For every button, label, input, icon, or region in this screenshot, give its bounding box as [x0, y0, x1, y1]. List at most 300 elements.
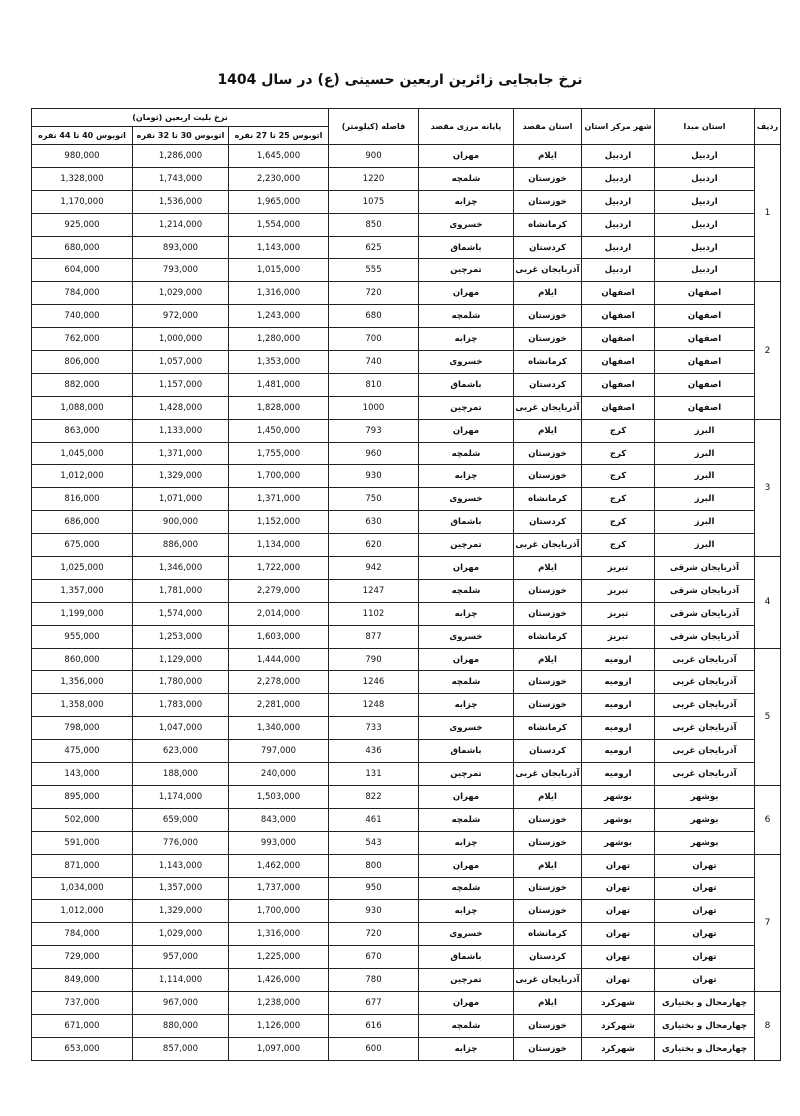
center-cell: ارومیه [582, 671, 655, 694]
table-row [32, 763, 781, 786]
fare-40-cell: 925,000 [32, 213, 133, 236]
fare-30-cell: 1,157,000 [133, 373, 229, 396]
fare-40-cell: 1,025,000 [32, 557, 133, 580]
center-cell: تهران [582, 969, 655, 992]
distance-cell: 1247 [329, 579, 419, 602]
border-cell: شلمچه [419, 305, 514, 328]
origin-cell: چهارمحال و بختیاری [655, 1037, 755, 1060]
table-row [32, 854, 781, 877]
fare-40-cell: 680,000 [32, 236, 133, 259]
fare-25-cell: 1,134,000 [229, 534, 329, 557]
header-bus25: اتوبوس 25 تا 27 نفره [229, 127, 329, 145]
origin-cell: تهران [655, 854, 755, 877]
distance-cell: 461 [329, 808, 419, 831]
table-row [32, 671, 781, 694]
fare-30-cell: 1,143,000 [133, 854, 229, 877]
fare-30-cell: 1,047,000 [133, 717, 229, 740]
border-cell: تمرچین [419, 259, 514, 282]
border-cell: چزابه [419, 602, 514, 625]
fare-25-cell: 1,280,000 [229, 328, 329, 351]
radif-cell: 1 [755, 145, 781, 282]
distance-cell: 740 [329, 351, 419, 374]
center-cell: ارومیه [582, 763, 655, 786]
radif-cell: 5 [755, 648, 781, 785]
fare-40-cell: 1,045,000 [32, 442, 133, 465]
fare-30-cell: 1,029,000 [133, 923, 229, 946]
distance-cell: 793 [329, 419, 419, 442]
origin-cell: آذربایجان شرقی [655, 602, 755, 625]
radif-cell: 7 [755, 854, 781, 991]
distance-cell: 630 [329, 511, 419, 534]
fare-30-cell: 1,780,000 [133, 671, 229, 694]
fare-40-cell: 895,000 [32, 785, 133, 808]
fare-table-body [32, 145, 781, 1061]
origin-cell: اصفهان [655, 351, 755, 374]
distance-cell: 942 [329, 557, 419, 580]
center-cell: کرج [582, 511, 655, 534]
table-row [32, 213, 781, 236]
border-cell: شلمچه [419, 167, 514, 190]
fare-30-cell: 793,000 [133, 259, 229, 282]
dest-cell: ایلام [514, 648, 582, 671]
border-cell: چزابه [419, 465, 514, 488]
fare-40-cell: 860,000 [32, 648, 133, 671]
distance-cell: 960 [329, 442, 419, 465]
dest-cell: خوزستان [514, 190, 582, 213]
table-row [32, 625, 781, 648]
center-cell: بوشهر [582, 808, 655, 831]
table-row [32, 969, 781, 992]
fare-40-cell: 1,012,000 [32, 900, 133, 923]
distance-cell: 720 [329, 282, 419, 305]
header-bus40: اتوبوس 40 تا 44 نفره [32, 127, 133, 145]
dest-cell: ایلام [514, 282, 582, 305]
fare-30-cell: 1,783,000 [133, 694, 229, 717]
origin-cell: آذربایجان غربی [655, 694, 755, 717]
border-cell: چزابه [419, 1037, 514, 1060]
table-row [32, 1037, 781, 1060]
fare-25-cell: 1,462,000 [229, 854, 329, 877]
fare-25-cell: 1,126,000 [229, 1014, 329, 1037]
center-cell: کرج [582, 488, 655, 511]
fare-30-cell: 967,000 [133, 991, 229, 1014]
center-cell: شهرکرد [582, 991, 655, 1014]
border-cell: خسروی [419, 717, 514, 740]
distance-cell: 930 [329, 900, 419, 923]
fare-40-cell: 816,000 [32, 488, 133, 511]
center-cell: کرج [582, 442, 655, 465]
dest-cell: آذربایجان غربی [514, 969, 582, 992]
fare-25-cell: 1,755,000 [229, 442, 329, 465]
distance-cell: 555 [329, 259, 419, 282]
fare-30-cell: 1,536,000 [133, 190, 229, 213]
fare-25-cell: 1,450,000 [229, 419, 329, 442]
center-cell: تبریز [582, 602, 655, 625]
fare-25-cell: 1,243,000 [229, 305, 329, 328]
fare-30-cell: 1,214,000 [133, 213, 229, 236]
fare-25-cell: 2,014,000 [229, 602, 329, 625]
border-cell: شلمچه [419, 808, 514, 831]
table-row [32, 351, 781, 374]
origin-cell: بوشهر [655, 831, 755, 854]
border-cell: مهران [419, 648, 514, 671]
distance-cell: 600 [329, 1037, 419, 1060]
fare-25-cell: 2,279,000 [229, 579, 329, 602]
origin-cell: البرز [655, 419, 755, 442]
distance-cell: 850 [329, 213, 419, 236]
fare-40-cell: 980,000 [32, 145, 133, 168]
table-row [32, 648, 781, 671]
fare-25-cell: 1,238,000 [229, 991, 329, 1014]
dest-cell: کردستان [514, 373, 582, 396]
header-origin: استان مبدا [655, 109, 755, 145]
fare-30-cell: 1,114,000 [133, 969, 229, 992]
center-cell: اصفهان [582, 351, 655, 374]
dest-cell: آذربایجان غربی [514, 396, 582, 419]
fare-30-cell: 776,000 [133, 831, 229, 854]
table-row [32, 259, 781, 282]
distance-cell: 1220 [329, 167, 419, 190]
table-row [32, 465, 781, 488]
fare-40-cell: 1,358,000 [32, 694, 133, 717]
dest-cell: ایلام [514, 557, 582, 580]
fare-30-cell: 623,000 [133, 740, 229, 763]
center-cell: تهران [582, 946, 655, 969]
fare-30-cell: 659,000 [133, 808, 229, 831]
fare-25-cell: 1,645,000 [229, 145, 329, 168]
center-cell: اصفهان [582, 328, 655, 351]
border-cell: مهران [419, 282, 514, 305]
distance-cell: 436 [329, 740, 419, 763]
fare-25-cell: 1,015,000 [229, 259, 329, 282]
table-row [32, 877, 781, 900]
distance-cell: 900 [329, 145, 419, 168]
fare-30-cell: 1,057,000 [133, 351, 229, 374]
origin-cell: آذربایجان شرقی [655, 579, 755, 602]
fare-25-cell: 1,828,000 [229, 396, 329, 419]
fare-30-cell: 1,781,000 [133, 579, 229, 602]
distance-cell: 700 [329, 328, 419, 351]
distance-cell: 930 [329, 465, 419, 488]
origin-cell: اردبیل [655, 259, 755, 282]
fare-30-cell: 957,000 [133, 946, 229, 969]
dest-cell: کرمانشاه [514, 488, 582, 511]
fare-25-cell: 1,152,000 [229, 511, 329, 534]
border-cell: مهران [419, 145, 514, 168]
fare-30-cell: 1,371,000 [133, 442, 229, 465]
dest-cell: خوزستان [514, 579, 582, 602]
distance-cell: 131 [329, 763, 419, 786]
fare-40-cell: 1,034,000 [32, 877, 133, 900]
header-center: شهر مرکز استان [582, 109, 655, 145]
fare-40-cell: 686,000 [32, 511, 133, 534]
border-cell: شلمچه [419, 1014, 514, 1037]
origin-cell: آذربایجان شرقی [655, 625, 755, 648]
border-cell: چزابه [419, 694, 514, 717]
distance-cell: 1248 [329, 694, 419, 717]
origin-cell: اصفهان [655, 328, 755, 351]
origin-cell: اردبیل [655, 167, 755, 190]
dest-cell: ایلام [514, 419, 582, 442]
radif-cell: 8 [755, 991, 781, 1060]
distance-cell: 543 [329, 831, 419, 854]
fare-25-cell: 797,000 [229, 740, 329, 763]
dest-cell: خوزستان [514, 167, 582, 190]
origin-cell: تهران [655, 946, 755, 969]
center-cell: تهران [582, 923, 655, 946]
origin-cell: البرز [655, 511, 755, 534]
border-cell: مهران [419, 557, 514, 580]
origin-cell: اردبیل [655, 145, 755, 168]
fare-30-cell: 1,029,000 [133, 282, 229, 305]
fare-40-cell: 1,356,000 [32, 671, 133, 694]
center-cell: اردبیل [582, 259, 655, 282]
dest-cell: ایلام [514, 854, 582, 877]
fare-40-cell: 798,000 [32, 717, 133, 740]
border-cell: باشماق [419, 511, 514, 534]
border-cell: مهران [419, 419, 514, 442]
center-cell: تهران [582, 877, 655, 900]
fare-40-cell: 955,000 [32, 625, 133, 648]
distance-cell: 720 [329, 923, 419, 946]
fare-40-cell: 784,000 [32, 923, 133, 946]
fare-25-cell: 1,097,000 [229, 1037, 329, 1060]
table-row [32, 557, 781, 580]
fare-30-cell: 1,329,000 [133, 465, 229, 488]
fare-30-cell: 880,000 [133, 1014, 229, 1037]
fare-30-cell: 886,000 [133, 534, 229, 557]
border-cell: شلمچه [419, 877, 514, 900]
distance-cell: 750 [329, 488, 419, 511]
table-row [32, 442, 781, 465]
table-row [32, 373, 781, 396]
origin-cell: آذربایجان غربی [655, 648, 755, 671]
table-row [32, 579, 781, 602]
table-row [32, 488, 781, 511]
border-cell: شلمچه [419, 442, 514, 465]
table-row [32, 190, 781, 213]
fare-40-cell: 863,000 [32, 419, 133, 442]
dest-cell: خوزستان [514, 602, 582, 625]
center-cell: اصفهان [582, 396, 655, 419]
fare-30-cell: 900,000 [133, 511, 229, 534]
fare-30-cell: 893,000 [133, 236, 229, 259]
origin-cell: البرز [655, 465, 755, 488]
fare-25-cell: 2,278,000 [229, 671, 329, 694]
border-cell: چزابه [419, 900, 514, 923]
fare-40-cell: 806,000 [32, 351, 133, 374]
table-row [32, 282, 781, 305]
radif-cell: 4 [755, 557, 781, 649]
fare-25-cell: 2,281,000 [229, 694, 329, 717]
fare-25-cell: 1,371,000 [229, 488, 329, 511]
fare-40-cell: 143,000 [32, 763, 133, 786]
dest-cell: کردستان [514, 236, 582, 259]
origin-cell: تهران [655, 900, 755, 923]
document-title: نرخ جابجایی زائرین اربعین حسینی (ع) در سال 1404 [217, 72, 583, 88]
fare-40-cell: 475,000 [32, 740, 133, 763]
center-cell: اردبیل [582, 213, 655, 236]
fare-40-cell: 1,199,000 [32, 602, 133, 625]
fare-25-cell: 1,353,000 [229, 351, 329, 374]
fare-40-cell: 1,012,000 [32, 465, 133, 488]
center-cell: ارومیه [582, 740, 655, 763]
border-cell: خسروی [419, 923, 514, 946]
table-row [32, 511, 781, 534]
origin-cell: البرز [655, 488, 755, 511]
center-cell: بوشهر [582, 785, 655, 808]
fare-25-cell: 1,444,000 [229, 648, 329, 671]
center-cell: اردبیل [582, 236, 655, 259]
dest-cell: خوزستان [514, 1014, 582, 1037]
center-cell: تهران [582, 900, 655, 923]
fare-40-cell: 871,000 [32, 854, 133, 877]
distance-cell: 1246 [329, 671, 419, 694]
border-cell: خسروی [419, 488, 514, 511]
fare-25-cell: 1,426,000 [229, 969, 329, 992]
center-cell: شهرکرد [582, 1037, 655, 1060]
center-cell: ارومیه [582, 717, 655, 740]
fare-30-cell: 1,574,000 [133, 602, 229, 625]
fare-30-cell: 1,743,000 [133, 167, 229, 190]
fare-30-cell: 1,357,000 [133, 877, 229, 900]
border-cell: باشماق [419, 740, 514, 763]
table-row [32, 694, 781, 717]
fare-30-cell: 1,428,000 [133, 396, 229, 419]
table-row [32, 900, 781, 923]
fare-40-cell: 1,328,000 [32, 167, 133, 190]
distance-cell: 790 [329, 648, 419, 671]
fare-40-cell: 729,000 [32, 946, 133, 969]
table-row [32, 328, 781, 351]
fare-25-cell: 993,000 [229, 831, 329, 854]
dest-cell: کرمانشاه [514, 213, 582, 236]
distance-cell: 625 [329, 236, 419, 259]
fare-30-cell: 188,000 [133, 763, 229, 786]
fare-30-cell: 972,000 [133, 305, 229, 328]
border-cell: شلمچه [419, 671, 514, 694]
fare-25-cell: 1,722,000 [229, 557, 329, 580]
border-cell: باشماق [419, 373, 514, 396]
fare-30-cell: 1,133,000 [133, 419, 229, 442]
table-row [32, 145, 781, 168]
center-cell: ارومیه [582, 694, 655, 717]
radif-cell: 6 [755, 785, 781, 854]
center-cell: تبریز [582, 625, 655, 648]
table-row [32, 236, 781, 259]
dest-cell: خوزستان [514, 328, 582, 351]
fare-40-cell: 675,000 [32, 534, 133, 557]
center-cell: تبریز [582, 557, 655, 580]
border-cell: خسروی [419, 351, 514, 374]
fare-25-cell: 843,000 [229, 808, 329, 831]
dest-cell: ایلام [514, 991, 582, 1014]
dest-cell: خوزستان [514, 831, 582, 854]
border-cell: چزابه [419, 831, 514, 854]
fare-30-cell: 1,329,000 [133, 900, 229, 923]
fare-40-cell: 502,000 [32, 808, 133, 831]
border-cell: مهران [419, 785, 514, 808]
origin-cell: تهران [655, 969, 755, 992]
radif-cell: 3 [755, 419, 781, 556]
border-cell: مهران [419, 854, 514, 877]
fare-25-cell: 1,737,000 [229, 877, 329, 900]
distance-cell: 680 [329, 305, 419, 328]
fare-40-cell: 604,000 [32, 259, 133, 282]
dest-cell: خوزستان [514, 305, 582, 328]
distance-cell: 670 [329, 946, 419, 969]
fare-30-cell: 1,346,000 [133, 557, 229, 580]
center-cell: تبریز [582, 579, 655, 602]
origin-cell: آذربایجان غربی [655, 717, 755, 740]
border-cell: باشماق [419, 946, 514, 969]
fare-25-cell: 1,481,000 [229, 373, 329, 396]
table-row [32, 717, 781, 740]
radif-cell: 2 [755, 282, 781, 419]
origin-cell: چهارمحال و بختیاری [655, 1014, 755, 1037]
fare-30-cell: 1,286,000 [133, 145, 229, 168]
border-cell: تمرچین [419, 969, 514, 992]
fare-30-cell: 1,253,000 [133, 625, 229, 648]
center-cell: اردبیل [582, 145, 655, 168]
origin-cell: اردبیل [655, 236, 755, 259]
table-row [32, 923, 781, 946]
table-row [32, 785, 781, 808]
table-row [32, 305, 781, 328]
fare-30-cell: 1,129,000 [133, 648, 229, 671]
fare-25-cell: 1,316,000 [229, 282, 329, 305]
fare-40-cell: 591,000 [32, 831, 133, 854]
border-cell: باشماق [419, 236, 514, 259]
fare-40-cell: 653,000 [32, 1037, 133, 1060]
table-row [32, 991, 781, 1014]
fare-25-cell: 2,230,000 [229, 167, 329, 190]
origin-cell: آذربایجان غربی [655, 740, 755, 763]
fare-25-cell: 1,316,000 [229, 923, 329, 946]
origin-cell: تهران [655, 877, 755, 900]
center-cell: شهرکرد [582, 1014, 655, 1037]
table-row [32, 1014, 781, 1037]
distance-cell: 800 [329, 854, 419, 877]
header-dest: استان مقصد [514, 109, 582, 145]
fare-25-cell: 1,225,000 [229, 946, 329, 969]
center-cell: اردبیل [582, 167, 655, 190]
center-cell: کرج [582, 465, 655, 488]
origin-cell: تهران [655, 923, 755, 946]
distance-cell: 1000 [329, 396, 419, 419]
table-row [32, 396, 781, 419]
dest-cell: کردستان [514, 740, 582, 763]
fare-25-cell: 1,965,000 [229, 190, 329, 213]
dest-cell: خوزستان [514, 808, 582, 831]
distance-cell: 733 [329, 717, 419, 740]
center-cell: اصفهان [582, 305, 655, 328]
distance-cell: 620 [329, 534, 419, 557]
dest-cell: خوزستان [514, 671, 582, 694]
header-bus30: اتوبوس 30 تا 32 نفره [133, 127, 229, 145]
fare-25-cell: 1,603,000 [229, 625, 329, 648]
fare-40-cell: 784,000 [32, 282, 133, 305]
origin-cell: اصفهان [655, 282, 755, 305]
fare-40-cell: 849,000 [32, 969, 133, 992]
fare-40-cell: 1,088,000 [32, 396, 133, 419]
distance-cell: 1075 [329, 190, 419, 213]
center-cell: اردبیل [582, 190, 655, 213]
header-distance: فاصله (کیلومتر) [329, 109, 419, 145]
origin-cell: آذربایجان غربی [655, 763, 755, 786]
border-cell: مهران [419, 991, 514, 1014]
fare-40-cell: 1,357,000 [32, 579, 133, 602]
